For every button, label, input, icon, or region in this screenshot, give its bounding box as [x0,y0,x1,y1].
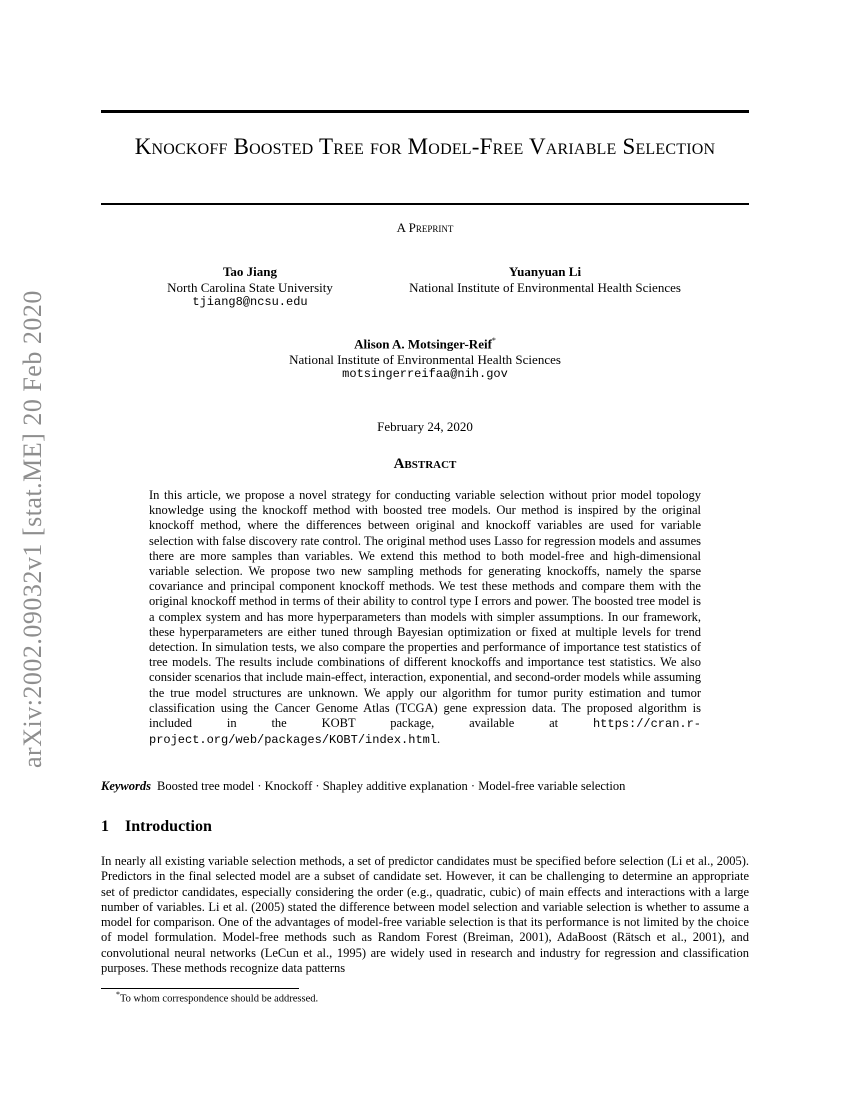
author-affiliation: National Institute of Environmental Health Sciences [409,279,681,295]
keywords-text: Boosted tree model · Knockoff · Shapley additive explanation · Model-free variable selection [157,779,626,793]
title-bottom-rule [101,203,749,205]
footnote [116,990,318,1005]
section-title: Introduction [125,818,212,835]
author-block [220,333,630,383]
abstract-end: . [437,732,441,747]
paper-title: Knockoff Boosted Tree for Model-Free Variable Selection [134,134,716,159]
author-email[interactable]: tjiang8@ncsu.edu [192,295,308,309]
package-url-link[interactable]: https://cran.r-project.org/web/packages/KOBT/index.html [149,717,702,748]
author-name: Yuanyuan Li [508,264,582,279]
author-name-line [220,333,630,352]
preprint-label: A Preprint [396,220,454,235]
keywords-label: Keywords [101,779,151,793]
keywords-line [101,779,749,794]
footnote-marker: * [116,990,120,999]
author-name: Alison A. Motsinger-Reif [354,336,492,352]
author-block [380,264,710,295]
author-email[interactable]: motsingerreifaa@nih.gov [342,367,508,382]
author-block [140,264,360,311]
section-heading [101,818,749,836]
author-name: Tao Jiang [222,264,278,279]
introduction-paragraph: In nearly all existing variable selection methods, a set of predictor candidates must be specified before selection (Li et al., 2005). Predictors in the final selected model are a subset of candidate set. However, it can be challenging to determine an appropriate set of predictor candidates, especially considering the order (e.g., quadratic, cubic) of main effects and interactions with a large number of variables. Li et al. (2005) stated the difference between model selection and variable selection is whether to assume a model for comparison. One of the advantages of model-free variable selection is that its performance is not limited by the choice of model formulation. Model-free methods such as Random Forest (Breiman, 2001), AdaBoost (Rätsch et al., 2001), and convolutional neural networks (LeCun et al., 1995) are widely used in research and industry for regression and classification purposes. These methods recognize data patterns [101,854,749,976]
abstract-text: In this article, we propose a novel strategy for conducting variable selection without prior model topology knowledge using the knockoff method with boosted tree models. Our method is inspired by the original knockoff method, where the differences between original and knockoff variables are used for variable selection with false discovery rate control. The original method uses Lasso for regression models and assumes there are more samples than variables. We extend this method to both model-free and high-dimensional variable selection. We propose two new sampling methods for generating knockoffs, namely the sparse covariance and principal component knockoff methods. We test these methods and compare them with the original knockoff method in terms of their ability to control type I errors and power. The boosted tree model is a complex system and has more hyperparameters than models with simpler assumptions. In our framework, these hyperparameters are either tuned through Bayesian optimization or fixed at multiple levels for trend detection. In simulation tests, we also compare the properties and performance of importance test statistics of tree models. The results include combinations of different knockoffs and importance test statistics. We also consider scenarios that include main-effect, interaction, exponential, and second-order models while assuming the true model structures are unknown. We apply our algorithm for tumor purity estimation and tumor classification using the Cancer Genome Atlas (TCGA) gene expression data. The proposed algorithm is included in the KOBT package, available at [149,488,701,731]
author-affiliation: National Institute of Environmental Health Sciences [289,351,561,367]
title-top-rule [101,110,749,113]
abstract-body [149,488,701,748]
arxiv-identifier-stamp: arXiv:2002.09032v1 [stat.ME] 20 Feb 2020 [18,290,47,768]
abstract-heading: Abstract [393,456,457,472]
footnote-text: To whom correspondence should be addressed. [120,993,319,1005]
publication-date: February 24, 2020 [377,419,473,434]
section-number: 1 [101,818,109,835]
footnote-marker: * [491,336,496,345]
author-affiliation: North Carolina State University [167,279,333,295]
footnote-rule [101,988,299,989]
